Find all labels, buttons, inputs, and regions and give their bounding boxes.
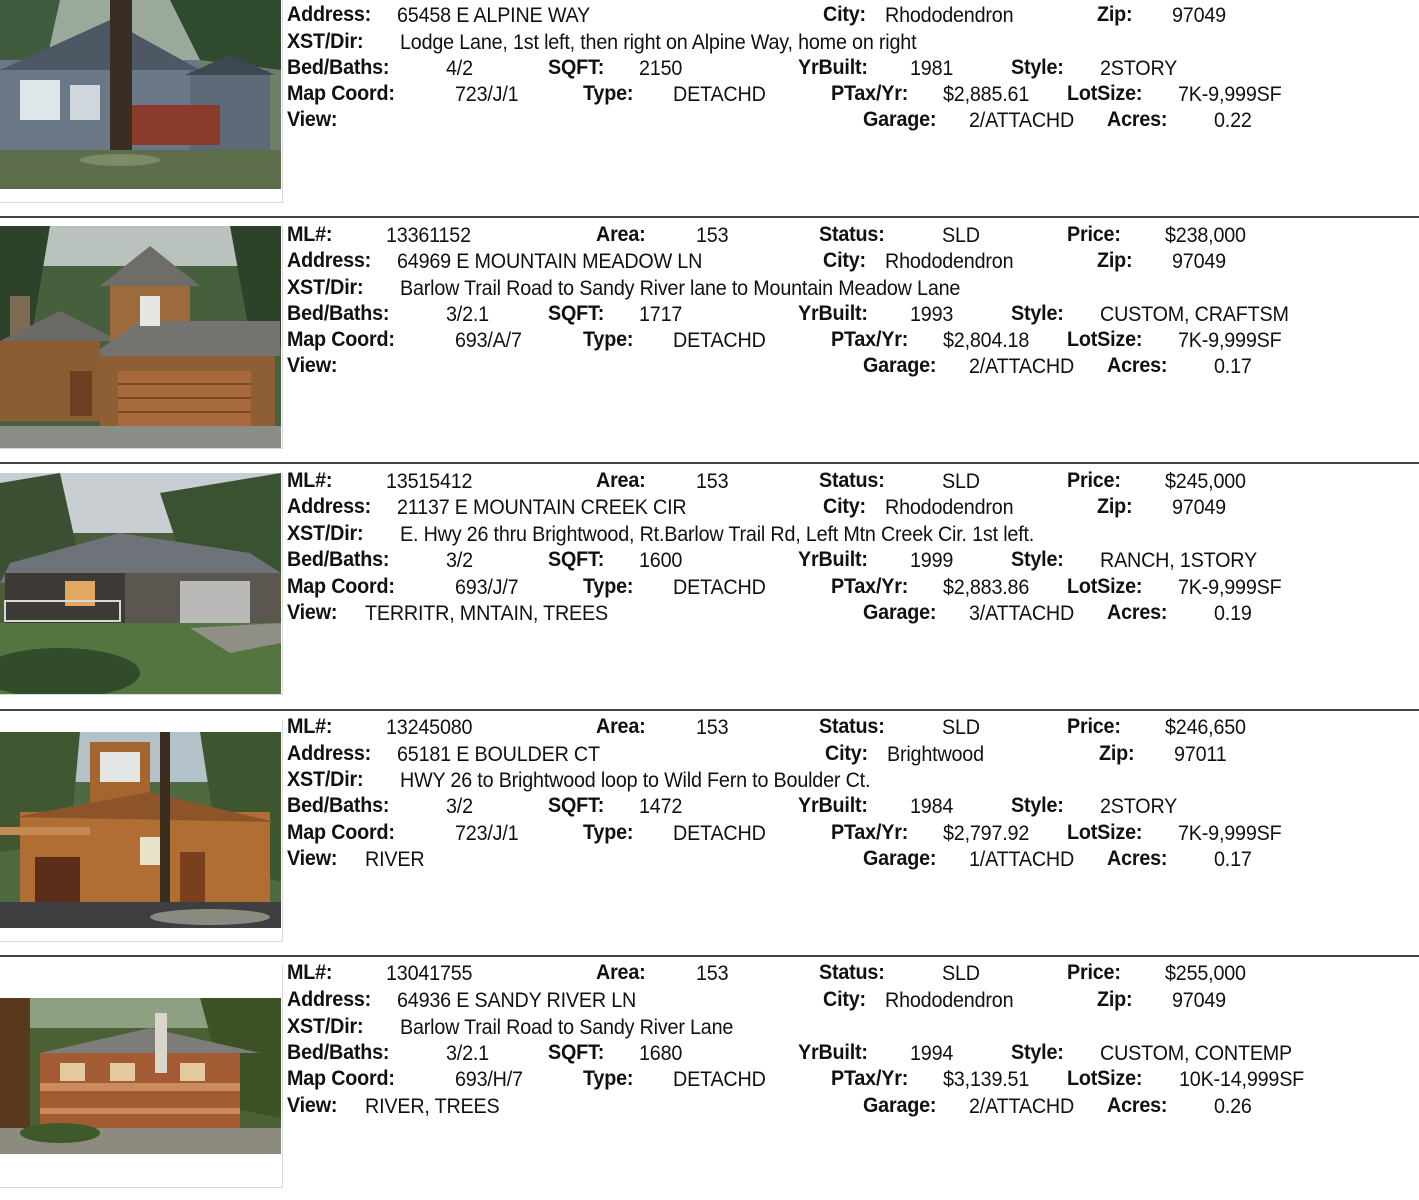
ml-value: 13515412 bbox=[386, 470, 473, 493]
status-label: Status: bbox=[819, 961, 885, 984]
mapcoord-label: Map Coord: bbox=[287, 1067, 395, 1090]
yrbuilt-label: YrBuilt: bbox=[798, 1041, 868, 1064]
sqft-label: SQFT: bbox=[548, 794, 605, 817]
address-label: Address: bbox=[287, 495, 372, 518]
bedbaths-label: Bed/Baths: bbox=[287, 302, 390, 325]
xst-label: XST/Dir: bbox=[287, 1015, 364, 1038]
lotsize-label: LotSize: bbox=[1067, 575, 1143, 598]
type-value: DETACHD bbox=[673, 83, 766, 106]
ptax-value: $2,797.92 bbox=[943, 822, 1030, 845]
style-value: CUSTOM, CONTEMP bbox=[1100, 1042, 1293, 1065]
lotsize-value: 7K-9,999SF bbox=[1178, 576, 1282, 599]
bedbaths-label: Bed/Baths: bbox=[287, 548, 390, 571]
area-value: 153 bbox=[696, 716, 729, 739]
garage-label: Garage: bbox=[863, 847, 937, 870]
listing-divider bbox=[0, 709, 1419, 711]
xst-value: E. Hwy 26 thru Brightwood, Rt.Barlow Trail Rd, Left Mtn Creek Cir. 1st left. bbox=[400, 523, 1035, 546]
city-label: City: bbox=[825, 742, 868, 765]
address-value: 65458 E ALPINE WAY bbox=[397, 4, 591, 27]
xst-value: HWY 26 to Brightwood loop to Wild Fern to Boulder Ct. bbox=[400, 769, 871, 792]
bedbaths-value: 3/2 bbox=[446, 795, 473, 818]
type-value: DETACHD bbox=[673, 329, 766, 352]
status-value: SLD bbox=[942, 470, 980, 493]
address-label: Address: bbox=[287, 988, 372, 1011]
price-value: $255,000 bbox=[1165, 962, 1246, 985]
status-label: Status: bbox=[819, 469, 885, 492]
mapcoord-label: Map Coord: bbox=[287, 821, 395, 844]
city-value: Rhododendron bbox=[885, 250, 1014, 273]
mapcoord-value: 693/J/7 bbox=[455, 576, 519, 599]
area-label: Area: bbox=[596, 961, 646, 984]
zip-label: Zip: bbox=[1097, 988, 1133, 1011]
acres-label: Acres: bbox=[1107, 847, 1168, 870]
type-value: DETACHD bbox=[673, 822, 766, 845]
sqft-value: 1680 bbox=[639, 1042, 683, 1065]
zip-value: 97049 bbox=[1172, 4, 1226, 27]
view-value: RIVER bbox=[365, 848, 425, 871]
price-label: Price: bbox=[1067, 715, 1121, 738]
sqft-value: 1472 bbox=[639, 795, 683, 818]
price-value: $245,000 bbox=[1165, 470, 1246, 493]
xst-value: Lodge Lane, 1st left, then right on Alpine Way, home on right bbox=[400, 31, 917, 54]
acres-value: 0.17 bbox=[1214, 355, 1252, 378]
status-value: SLD bbox=[942, 962, 980, 985]
ml-value: 13361152 bbox=[386, 224, 471, 247]
ml-value: 13245080 bbox=[386, 716, 473, 739]
ptax-value: $3,139.51 bbox=[943, 1068, 1030, 1091]
city-value: Rhododendron bbox=[885, 4, 1014, 27]
ml-label: ML#: bbox=[287, 961, 333, 984]
bedbaths-value: 4/2 bbox=[446, 57, 473, 80]
price-value: $238,000 bbox=[1165, 224, 1246, 247]
yrbuilt-label: YrBuilt: bbox=[798, 548, 868, 571]
city-value: Brightwood bbox=[887, 743, 984, 766]
garage-value: 2/ATTACHD bbox=[969, 355, 1075, 378]
price-label: Price: bbox=[1067, 223, 1121, 246]
zip-value: 97049 bbox=[1172, 989, 1226, 1012]
area-label: Area: bbox=[596, 715, 646, 738]
ptax-label: PTax/Yr: bbox=[831, 821, 909, 844]
mapcoord-label: Map Coord: bbox=[287, 328, 395, 351]
sqft-label: SQFT: bbox=[548, 302, 605, 325]
city-label: City: bbox=[823, 495, 866, 518]
zip-label: Zip: bbox=[1097, 495, 1133, 518]
ptax-value: $2,804.18 bbox=[943, 329, 1030, 352]
xst-label: XST/Dir: bbox=[287, 768, 364, 791]
photo-frame bbox=[0, 473, 283, 695]
listing-divider bbox=[0, 955, 1419, 957]
acres-value: 0.19 bbox=[1214, 602, 1252, 625]
yrbuilt-label: YrBuilt: bbox=[798, 56, 868, 79]
mapcoord-value: 693/H/7 bbox=[455, 1068, 523, 1091]
xst-value: Barlow Trail Road to Sandy River lane to Mountain Meadow Lane bbox=[400, 277, 961, 300]
zip-value: 97049 bbox=[1172, 496, 1226, 519]
ml-label: ML#: bbox=[287, 223, 333, 246]
ml-label: ML#: bbox=[287, 469, 333, 492]
ptax-label: PTax/Yr: bbox=[831, 1067, 909, 1090]
acres-label: Acres: bbox=[1107, 1094, 1168, 1117]
mapcoord-value: 723/J/1 bbox=[455, 822, 519, 845]
lotsize-value: 7K-9,999SF bbox=[1178, 329, 1282, 352]
mapcoord-value: 693/A/7 bbox=[455, 329, 522, 352]
type-label: Type: bbox=[583, 82, 634, 105]
bedbaths-label: Bed/Baths: bbox=[287, 794, 390, 817]
yrbuilt-value: 1994 bbox=[910, 1042, 954, 1065]
sqft-label: SQFT: bbox=[548, 1041, 605, 1064]
view-label: View: bbox=[287, 1094, 338, 1117]
style-label: Style: bbox=[1011, 1041, 1064, 1064]
sqft-value: 1717 bbox=[639, 303, 683, 326]
bedbaths-label: Bed/Baths: bbox=[287, 1041, 390, 1064]
garage-label: Garage: bbox=[863, 354, 937, 377]
address-value: 21137 E MOUNTAIN CREEK CIR bbox=[397, 496, 687, 519]
area-label: Area: bbox=[596, 223, 646, 246]
sqft-value: 1600 bbox=[639, 549, 683, 572]
city-value: Rhododendron bbox=[885, 496, 1014, 519]
acres-value: 0.22 bbox=[1214, 109, 1252, 132]
style-label: Style: bbox=[1011, 56, 1064, 79]
acres-label: Acres: bbox=[1107, 108, 1168, 131]
bedbaths-label: Bed/Baths: bbox=[287, 56, 390, 79]
style-label: Style: bbox=[1011, 794, 1064, 817]
lotsize-value: 10K-14,999SF bbox=[1179, 1068, 1305, 1091]
mapcoord-label: Map Coord: bbox=[287, 575, 395, 598]
style-label: Style: bbox=[1011, 302, 1064, 325]
view-value: TERRITR, MNTAIN, TREES bbox=[365, 602, 608, 625]
photo-frame bbox=[0, 226, 283, 449]
type-label: Type: bbox=[583, 821, 634, 844]
address-label: Address: bbox=[287, 249, 372, 272]
xst-label: XST/Dir: bbox=[287, 30, 364, 53]
zip-value: 97049 bbox=[1172, 250, 1226, 273]
price-label: Price: bbox=[1067, 961, 1121, 984]
lotsize-label: LotSize: bbox=[1067, 821, 1143, 844]
view-label: View: bbox=[287, 108, 338, 131]
bedbaths-value: 3/2.1 bbox=[446, 1042, 489, 1065]
garage-label: Garage: bbox=[863, 108, 937, 131]
address-value: 65181 E BOULDER CT bbox=[397, 743, 600, 766]
address-value: 64936 E SANDY RIVER LN bbox=[397, 989, 637, 1012]
acres-value: 0.26 bbox=[1214, 1095, 1252, 1118]
address-label: Address: bbox=[287, 3, 372, 26]
ptax-label: PTax/Yr: bbox=[831, 328, 909, 351]
garage-value: 1/ATTACHD bbox=[969, 848, 1075, 871]
bedbaths-value: 3/2 bbox=[446, 549, 473, 572]
yrbuilt-value: 1981 bbox=[910, 57, 954, 80]
lotsize-label: LotSize: bbox=[1067, 82, 1143, 105]
type-label: Type: bbox=[583, 575, 634, 598]
yrbuilt-value: 1984 bbox=[910, 795, 954, 818]
listing-divider bbox=[0, 216, 1419, 218]
yrbuilt-value: 1993 bbox=[910, 303, 954, 326]
ptax-value: $2,883.86 bbox=[943, 576, 1030, 599]
garage-value: 3/ATTACHD bbox=[969, 602, 1075, 625]
ml-value: 13041755 bbox=[386, 962, 473, 985]
garage-label: Garage: bbox=[863, 601, 937, 624]
address-value: 64969 E MOUNTAIN MEADOW LN bbox=[397, 250, 703, 273]
status-label: Status: bbox=[819, 715, 885, 738]
listing-divider bbox=[0, 462, 1419, 464]
photo-frame bbox=[0, 965, 283, 1188]
city-value: Rhododendron bbox=[885, 989, 1014, 1012]
style-value: 2STORY bbox=[1100, 795, 1178, 818]
ptax-value: $2,885.61 bbox=[943, 83, 1030, 106]
photo-frame bbox=[0, 719, 283, 942]
ml-label: ML#: bbox=[287, 715, 333, 738]
acres-label: Acres: bbox=[1107, 601, 1168, 624]
zip-value: 97011 bbox=[1174, 743, 1227, 766]
lotsize-label: LotSize: bbox=[1067, 328, 1143, 351]
status-value: SLD bbox=[942, 716, 980, 739]
style-value: RANCH, 1STORY bbox=[1100, 549, 1257, 572]
city-label: City: bbox=[823, 988, 866, 1011]
type-value: DETACHD bbox=[673, 576, 766, 599]
lotsize-label: LotSize: bbox=[1067, 1067, 1143, 1090]
lotsize-value: 7K-9,999SF bbox=[1178, 83, 1282, 106]
city-label: City: bbox=[823, 249, 866, 272]
status-value: SLD bbox=[942, 224, 980, 247]
view-label: View: bbox=[287, 601, 338, 624]
zip-label: Zip: bbox=[1097, 249, 1133, 272]
xst-label: XST/Dir: bbox=[287, 522, 364, 545]
price-label: Price: bbox=[1067, 469, 1121, 492]
area-value: 153 bbox=[696, 962, 729, 985]
city-label: City: bbox=[823, 3, 866, 26]
address-label: Address: bbox=[287, 742, 372, 765]
garage-label: Garage: bbox=[863, 1094, 937, 1117]
area-label: Area: bbox=[596, 469, 646, 492]
garage-value: 2/ATTACHD bbox=[969, 1095, 1075, 1118]
type-label: Type: bbox=[583, 1067, 634, 1090]
yrbuilt-label: YrBuilt: bbox=[798, 794, 868, 817]
view-label: View: bbox=[287, 847, 338, 870]
zip-label: Zip: bbox=[1097, 3, 1133, 26]
type-label: Type: bbox=[583, 328, 634, 351]
sqft-label: SQFT: bbox=[548, 56, 605, 79]
area-value: 153 bbox=[696, 470, 729, 493]
lotsize-value: 7K-9,999SF bbox=[1178, 822, 1282, 845]
acres-value: 0.17 bbox=[1214, 848, 1252, 871]
style-label: Style: bbox=[1011, 548, 1064, 571]
mapcoord-label: Map Coord: bbox=[287, 82, 395, 105]
price-value: $246,650 bbox=[1165, 716, 1246, 739]
ptax-label: PTax/Yr: bbox=[831, 82, 909, 105]
zip-label: Zip: bbox=[1099, 742, 1135, 765]
mapcoord-value: 723/J/1 bbox=[455, 83, 519, 106]
photo-frame bbox=[0, 0, 283, 203]
xst-value: Barlow Trail Road to Sandy River Lane bbox=[400, 1016, 734, 1039]
acres-label: Acres: bbox=[1107, 354, 1168, 377]
bedbaths-value: 3/2.1 bbox=[446, 303, 489, 326]
status-label: Status: bbox=[819, 223, 885, 246]
ptax-label: PTax/Yr: bbox=[831, 575, 909, 598]
view-label: View: bbox=[287, 354, 338, 377]
yrbuilt-value: 1999 bbox=[910, 549, 954, 572]
garage-value: 2/ATTACHD bbox=[969, 109, 1075, 132]
style-value: CUSTOM, CRAFTSM bbox=[1100, 303, 1289, 326]
sqft-value: 2150 bbox=[639, 57, 683, 80]
sqft-label: SQFT: bbox=[548, 548, 605, 571]
view-value: RIVER, TREES bbox=[365, 1095, 500, 1118]
style-value: 2STORY bbox=[1100, 57, 1178, 80]
area-value: 153 bbox=[696, 224, 729, 247]
yrbuilt-label: YrBuilt: bbox=[798, 302, 868, 325]
xst-label: XST/Dir: bbox=[287, 276, 364, 299]
type-value: DETACHD bbox=[673, 1068, 766, 1091]
